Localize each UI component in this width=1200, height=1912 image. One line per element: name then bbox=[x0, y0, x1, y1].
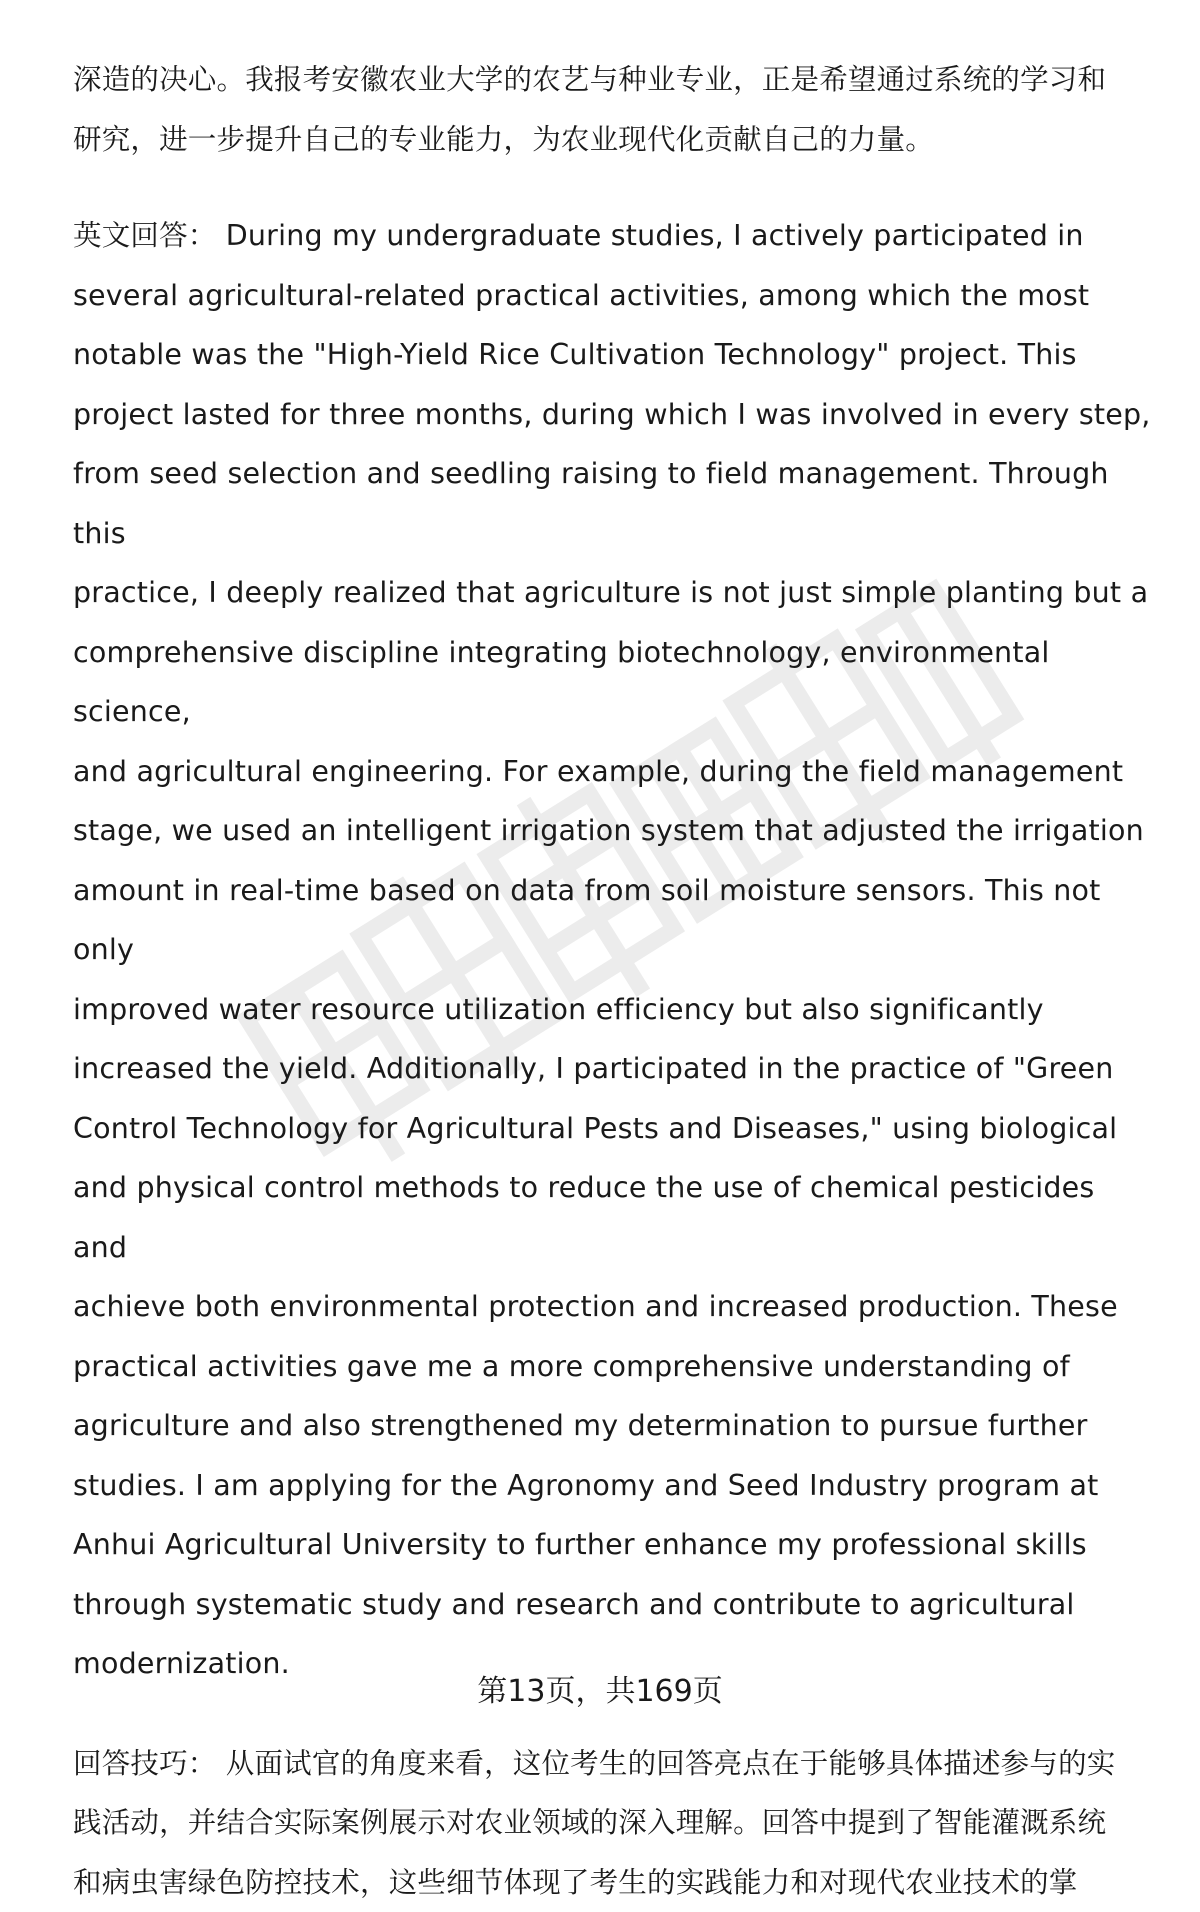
intro-paragraph: 深造的决心。我报考安徽农业大学的农艺与种业专业，正是希望通过系统的学习和 研究，进一步提升自己的专业能力，为农业现代化贡献自己的力量。 bbox=[73, 50, 1153, 170]
english-answer-label: 英文回答： bbox=[73, 219, 217, 252]
answer-tips-text: 从面试官的角度来看，这位考生的回答亮点在于能够具体描述参与的实 践活动，并结合实际案例展示对农业领域的深入理解。回答中提到了智能灌溉系统 和病虫害绿色防控技术，这些细节体现了考生的实践能力和对现代农业技术的掌 bbox=[73, 1747, 1115, 1899]
english-answer-text: During my undergraduate studies, I actively participated in several agricultural-related practical activities, among which the most notable was the "High-Yield Rice Cultivation Technology" project. This project lasted for three months, during which I was involved in every step, from seed selection and seedling raising to field management. Through this practice, I deeply realized that agriculture is not just simple planting but a comprehensive discipline integrating biotechnology, environmental science, and agricultural engineering. For example, during the field management stage, we used an intelligent irrigation system that adjusted the irrigation amount in real-time based on data from soil moisture sensors. This not only improved water resource utilization efficiency but also significantly increased the yield. Additionally, I participated in the practice of "Green Control Technology for Agricultural Pests and Diseases," using biological and physical control methods to reduce the use of chemical pesticides and achieve both environmental protection and increased production. These practical activities gave me a more comprehensive understanding of agriculture and also strengthened my determination to pursue further studies. I am applying for the Agronomy and Seed Industry program at Anhui Agricultural University to further enhance my professional skills through systematic study and research and contribute to agricultural modernization. bbox=[73, 219, 1151, 1680]
page-number-footer: 第13页，共169页 bbox=[0, 1672, 1200, 1712]
answer-tips-paragraph bbox=[73, 1734, 1153, 1912]
english-answer-paragraph bbox=[73, 206, 1153, 1694]
document-body bbox=[73, 50, 1153, 1912]
answer-tips-label: 回答技巧： bbox=[73, 1747, 217, 1780]
